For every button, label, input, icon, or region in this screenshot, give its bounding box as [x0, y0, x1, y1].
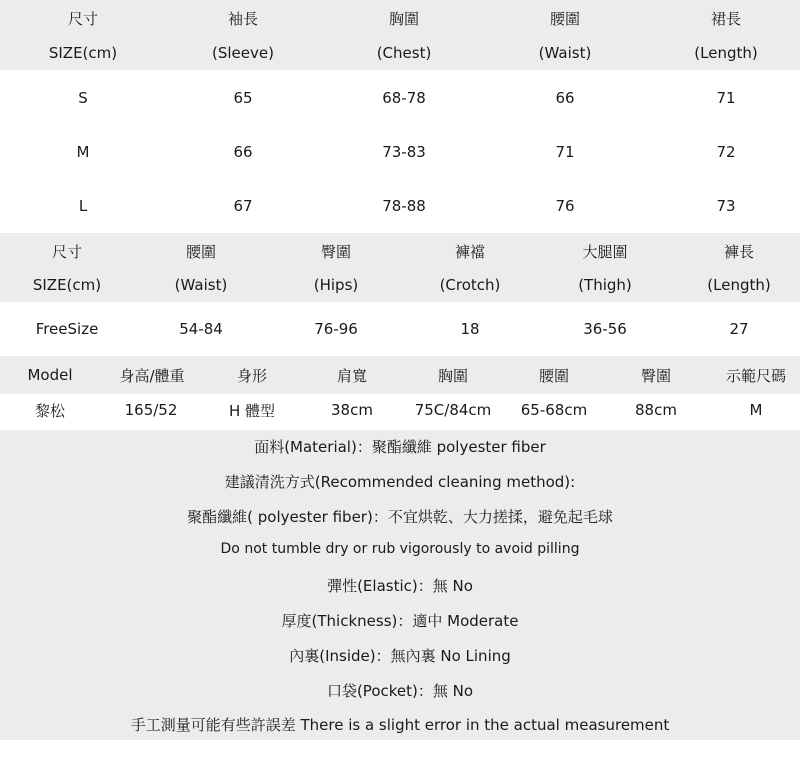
table-cell: 71: [555, 143, 575, 161]
header-cell: SIZE(cm): [32, 276, 102, 294]
table-cell: 66: [555, 89, 575, 107]
table-cell: M: [76, 143, 90, 161]
table-cell: 18: [460, 320, 480, 338]
table-cell: 72: [716, 143, 736, 161]
lining-note: 內裏(Inside)：無內裏 No Lining: [289, 647, 511, 665]
table-row: [0, 398, 800, 422]
table-cell: 36-56: [583, 320, 627, 338]
header-cell: (Length): [707, 276, 771, 294]
header-cell: 大腿圍: [582, 242, 628, 261]
material-note: 面料(Material)：聚酯纖維 polyester fiber: [254, 438, 546, 456]
table-row: [0, 194, 800, 218]
header-cell: 腰圍: [538, 366, 569, 385]
table-cell: 75C/84cm: [414, 401, 492, 419]
header-cell: 褲襠: [454, 242, 485, 261]
header-cell: (Length): [694, 44, 758, 62]
table-cell: S: [78, 89, 88, 107]
table-cell: 71: [716, 89, 736, 107]
top-table-header-cn: [0, 6, 800, 30]
pocket-note: 口袋(Pocket)：無 No: [326, 682, 474, 700]
cleaning-title: 建議清洗方式(Recommended cleaning method):: [224, 473, 576, 491]
table-cell: 38cm: [331, 401, 373, 419]
cleaning-note-en: Do not tumble dry or rub vigorously to avoid pilling: [220, 541, 580, 557]
table-cell: 76: [555, 197, 575, 215]
header-cell: 腰圍: [185, 242, 216, 261]
product-notes: [0, 430, 800, 740]
table-row: [0, 140, 800, 164]
pants-table-header-cn: [0, 239, 800, 263]
table-cell: 68-78: [382, 89, 426, 107]
table-cell: 65-68cm: [520, 401, 588, 419]
header-cell: (Crotch): [439, 276, 501, 294]
header-cell: (Waist): [538, 44, 592, 62]
header-cell: 身形: [236, 366, 267, 385]
pants-table-header-en: [0, 273, 800, 297]
table-cell: 黎松: [34, 401, 65, 420]
table-cell: 66: [233, 143, 253, 161]
header-cell: (Hips): [313, 276, 359, 294]
table-cell: 54-84: [179, 320, 223, 338]
table-row: [0, 317, 800, 341]
header-cell: (Sleeve): [212, 44, 274, 62]
table-row: [0, 86, 800, 110]
header-cell: 臀圍: [320, 242, 351, 261]
header-cell: 褲長: [723, 242, 754, 261]
table-cell: H 體型: [228, 401, 276, 420]
table-cell: 76-96: [314, 320, 358, 338]
header-cell: 裙長: [710, 9, 741, 28]
header-cell: 胸圍: [388, 9, 419, 28]
elastic-note: 彈性(Elastic)：無 No: [327, 577, 473, 595]
top-table-header-en: [0, 41, 800, 65]
table-cell: 73: [716, 197, 736, 215]
header-cell: 袖長: [227, 9, 258, 28]
header-cell: 肩寬: [336, 366, 367, 385]
table-cell: 65: [233, 89, 253, 107]
table-cell: 27: [729, 320, 749, 338]
cleaning-note-cn: 聚酯纖維( polyester fiber)：不宜烘乾、大力搓揉，避免起毛球: [187, 508, 613, 526]
header-cell: (Waist): [174, 276, 228, 294]
thickness-note: 厚度(Thickness)：適中 Moderate: [281, 612, 519, 630]
header-cell: 身高/體重: [119, 366, 185, 385]
table-cell: FreeSize: [35, 320, 99, 338]
header-cell: (Thigh): [578, 276, 632, 294]
header-cell: 尺寸: [51, 242, 82, 261]
table-cell: 88cm: [635, 401, 677, 419]
header-cell: 示範尺碼: [725, 366, 786, 385]
header-cell: SIZE(cm): [48, 44, 118, 62]
table-cell: 67: [233, 197, 253, 215]
table-cell: M: [749, 401, 763, 419]
header-cell: 尺寸: [67, 9, 98, 28]
header-cell: 腰圍: [549, 9, 580, 28]
table-cell: L: [78, 197, 88, 215]
header-cell: 臀圍: [640, 366, 671, 385]
table-cell: 165/52: [124, 401, 178, 419]
table-cell: 78-88: [382, 197, 426, 215]
header-cell: Model: [27, 366, 73, 384]
header-cell: 胸圍: [437, 366, 468, 385]
table-cell: 73-83: [382, 143, 426, 161]
model-table-header: [0, 363, 800, 387]
measurement-error-note: 手工測量可能有些許誤差 There is a slight error in the actual measurement: [130, 716, 670, 734]
header-cell: (Chest): [376, 44, 432, 62]
